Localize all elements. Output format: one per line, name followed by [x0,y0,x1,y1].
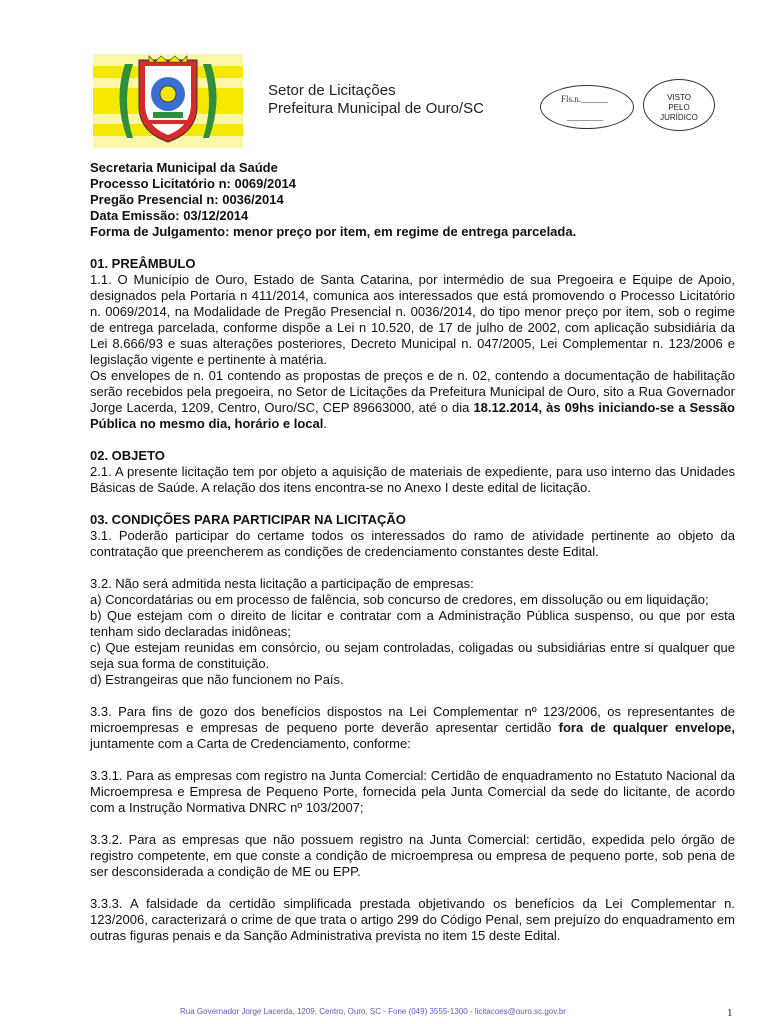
legal-approval-stamp [643,79,715,131]
paragraph-3-2: 3.2. Não será admitida nesta licitação a participação de empresas: [90,576,474,591]
header-title-block [268,82,484,118]
session-date-highlight: 18.12.2014, às 09hs iniciando-se a Sessão Pública no mesmo dia, horário e local [90,400,736,431]
paragraph-1-1: 1.1. O Município de Ouro, Estado de Santa Catarina, por intermédio de sua Pregoeira e Equipe de Apoio, designados pela Portaria n 411/2014, comunica aos interessados que está promovendo o Processo Licitatório n. 0069/2014, na Modalidade de Pregão Presencial n. 0036/2014, do tipo menor preço por item, sob o regime de entrega parcelada, conforme dispõe a Lei n 10.520, de 17 de julho de 2002, com aplicação subsidiária da Lei 8.666/93 e suas alterações posteriores, Decreto Municipal n. 047/2005, Lei Complementar n. 123/2006 e legislação vigente e pertinente à matéria. [90,272,735,367]
document-body [90,160,735,944]
doc-info-secretaria: Secretaria Municipal da Saúde [90,160,278,175]
paragraph-envelopes-end: . [323,416,327,431]
page-number-stamp [540,85,634,129]
paragraph-3-3-end: juntamente com a Carta de Credenciamento, conforme: [90,736,411,751]
stamp-visto-line: VISTO [667,93,691,102]
header-municipality: Prefeitura Municipal de Ouro/SC [268,100,484,117]
doc-info-pregao: Pregão Presencial n: 0036/2014 [90,192,284,207]
paragraph-3-1: 3.1. Poderão participar do certame todos os interessados do ramo de atividade pertinente ao objeto da contratação que preencherem as condições de credenciamento constantes deste Edital. [90,528,735,559]
doc-info-processo: Processo Licitatório n: 0069/2014 [90,176,296,191]
doc-info-data: Data Emissão: 03/12/2014 [90,208,249,223]
paragraph-3-3 [90,704,735,752]
paragraph-3-3-bold: fora de qualquer envelope, [558,720,735,735]
municipal-crest-logo [93,54,243,148]
paragraph-envelopes [90,368,735,432]
footer-address: Rua Governador Jorge Lacerda, 1209, Centro, Ouro, SC - Fone (049) 3555-1300 - licitacoes@ouro.sc.gov.br [180,1007,566,1016]
paragraph-envelopes-text: Os envelopes de n. 01 contendo as propostas de preços e de n. 02, contendo a documentação de habilitação serão recebidos pela pregoeira, no Setor de Licitações da Prefeitura Municipal de Ouro, sito a Rua Governador Jorge Lacerda, 1209, Centro, Ouro/SC, CEP 89663000, até o dia [90,368,735,415]
stamp-fls-label: Fls.n.______ [561,94,609,104]
stamp-fls-blank: ________ [567,112,603,122]
paragraph-3-2-c: c) Que estejam reunidas em consórcio, ou sejam controladas, coligadas ou subsidiárias entre si qualquer que seja sua forma de constituição. [90,640,735,671]
stamp-visto-line: JURÍDICO [660,113,698,122]
paragraph-2-1: 2.1. A presente licitação tem por objeto a aquisição de materiais de expediente, para uso interno das Unidades Básicas de Saúde. A relação dos itens encontra-se no Anexo I deste edital de licitação. [90,464,735,495]
section-title-preambulo: 01. PREÂMBULO [90,256,196,271]
section-title-objeto: 02. OBJETO [90,448,165,463]
paragraph-3-3-1: 3.3.1. Para as empresas com registro na Junta Comercial: Certidão de enquadramento no Estatuto Nacional da Microempresa e Empresa de Pequeno Porte, fornecida pela Junta Comercial da sede do licitante, de acordo com a Instrução Normativa DNRC nº 103/2007; [90,768,735,815]
doc-info-julgamento: Forma de Julgamento: menor preço por item, em regime de entrega parcelada. [90,224,577,239]
paragraph-3-2-d: d) Estrangeiras que não funcionem no País. [90,672,344,687]
paragraph-3-2-b: b) Que estejam com o direito de licitar e contratar com a Administração Pública suspenso, ou que por esta tenham sido declaradas inidôneas; [90,608,735,639]
paragraph-3-2-a: a) Concordatárias ou em processo de falência, sob concurso de credores, em dissolução ou em liquidação; [90,592,709,607]
paragraph-3-3-text: 3.3. Para fins de gozo dos benefícios dispostos na Lei Complementar nº 123/2006, os representantes de microempresas e empresas de pequeno porte deverão apresentar certidão [90,704,735,735]
paragraph-3-3-3: 3.3.3. A falsidade da certidão simplificada prestada objetivando os benefícios da Lei Complementar n. 123/2006, caracterizará o crime de que trata o artigo 299 do Código Penal, sem prejuízo do enquadramento em outras figuras penais e da Sanção Administrativa prevista no item 15 deste Edital. [90,896,735,943]
header-department: Setor de Licitações [268,82,396,99]
page-number: 1 [727,1007,733,1019]
paragraph-3-3-2: 3.3.2. Para as empresas que não possuem registro na Junta Comercial: certidão, expedida pelo órgão de registro competente, em que conste a condição de microempresa ou empresa de pequeno porte, sob pena de ser desconsiderada a condição de ME ou EPP. [90,832,735,879]
section-title-condicoes: 03. CONDIÇÕES PARA PARTICIPAR NA LICITAÇÃO [90,512,406,527]
stamp-visto-line: PELO [668,103,690,112]
